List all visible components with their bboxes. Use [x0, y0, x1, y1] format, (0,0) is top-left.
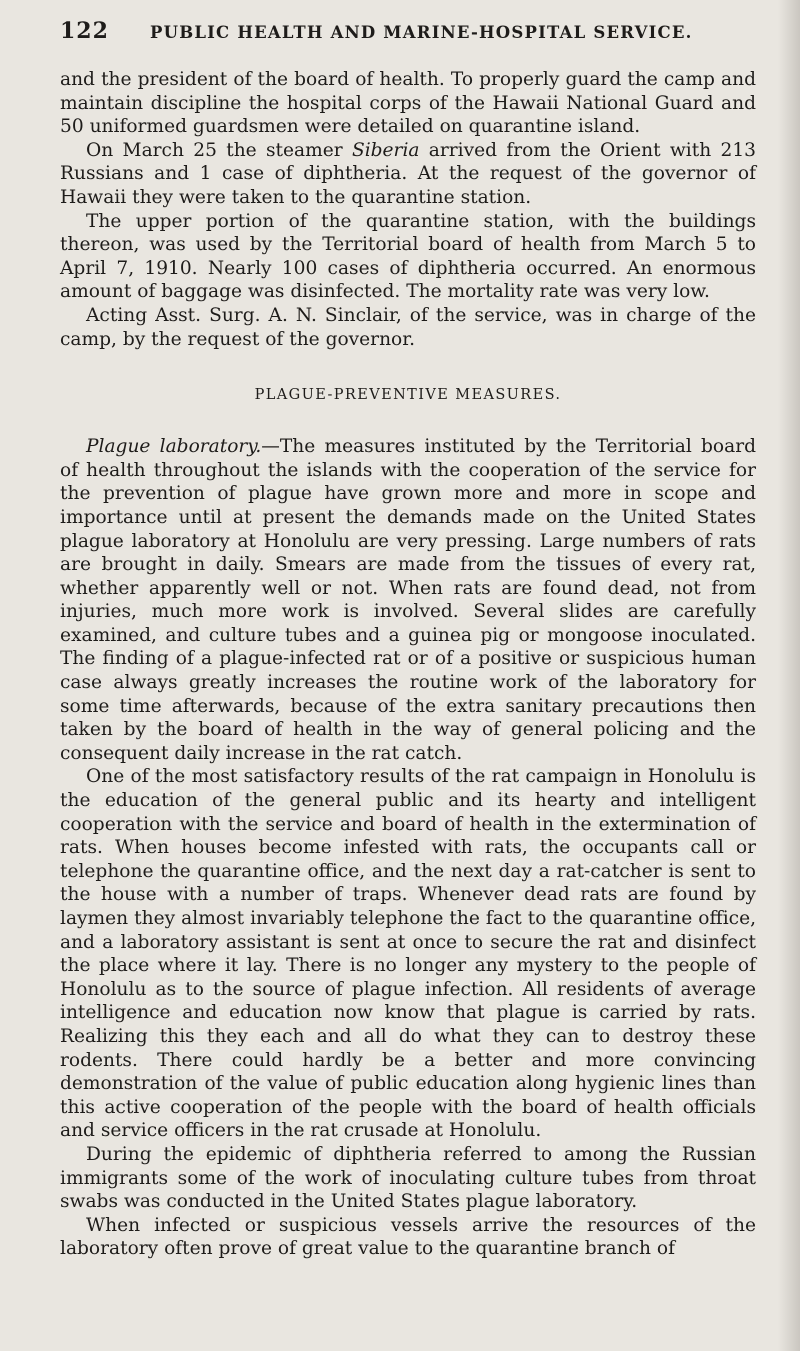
body-text	[60, 68, 756, 1261]
paragraph-siberia-arrival: On March 25 the steamer Siberia arrived from the Orient with 213 Russians and 1 case of diphtheria. At the request of the governor of Hawaii they were taken to the quarantine station.	[60, 139, 756, 208]
page-edge-shadow	[778, 0, 800, 1351]
paragraph-lead-in: Plague laboratory.	[86, 436, 262, 458]
section-heading: PLAGUE-PREVENTIVE MEASURES.	[254, 387, 562, 404]
paragraph-rat-campaign: One of the most satisfactory results of the rat campaign in Honolulu is the education of the general public and its hearty and intelligent cooperation with the service and board of health in the extermination of rats. When houses become infested with rats, the occupants call or telephone the quarantine office, and the next day a rat-catcher is sent to the house with a number of traps. Whenever dead rats are found by laymen they almost invariably telephone the fact to the quarantine office, and a laboratory assistant is sent at once to secure the rat and disinfect the place where it lay. There is no longer any mystery to the people of Honolulu as to the source of plague infection. All residents of average intelligence and education now know that plague is carried by rats. Realizing this they each and all do what they can to destroy these rodents. There could hardly be a better and more convincing demonstration of the value of public education along hygienic lines than this active cooperation of the people with the board of health officials and service officers in the rat crusade at Honolulu.	[60, 766, 756, 1142]
ship-name: Siberia	[351, 139, 420, 161]
paragraph-continuation: and the president of the board of health. To properly guard the camp and maintain discipline the hospital corps of the Hawaii National Guard and 50 uniformed guardsmen were detailed on quarantine island.	[60, 69, 756, 138]
paragraph-acting-surgeon: Acting Asst. Surg. A. N. Sinclair, of the service, was in charge of the camp, by the request of the governor.	[60, 304, 756, 350]
paragraph-quarantine-station: The upper portion of the quarantine station, with the buildings thereon, was used by the Territorial board of health from March 5 to April 7, 1910. Nearly 100 cases of diphtheria occurred. An enormous amount of baggage was disinfected. The mortality rate was very low.	[60, 210, 756, 303]
page-number: 122	[60, 18, 109, 44]
paragraph-infected-vessels: When infected or suspicious vessels arrive the resources of the laboratory often prove of great value to the quarantine branch of	[60, 1214, 756, 1260]
running-title: PUBLIC HEALTH AND MARINE-HOSPITAL SERVICE.	[150, 23, 693, 42]
paragraph-diphtheria-epidemic: During the epidemic of diphtheria referred to among the Russian immigrants some of the work of inoculating culture tubes from throat swabs was conducted in the United States plague laboratory.	[60, 1143, 756, 1213]
paragraph-plague-laboratory: Plague laboratory.—The measures instituted by the Territorial board of health throughout the islands with the cooperation of the service for the prevention of plague have grown more and more in scope and importance until at present the demands made on the United States plague laboratory at Honolulu are very pressing. Large numbers of rats are brought in daily. Smears are made from the tissues of every rat, whether apparently well or not. When rats are found dead, not from injuries, much more work is involved. Several slides are carefully examined, and culture tubes and a guinea pig or mongoose inoculated. The finding of a plague-infected rat or of a positive or suspicious human case always greatly increases the routine work of the laboratory for some time afterwards, because of the extra sanitary precautions then taken by the board of health in the way of general policing and the consequent daily increase in the rat catch.	[60, 436, 756, 764]
running-head	[60, 18, 756, 52]
